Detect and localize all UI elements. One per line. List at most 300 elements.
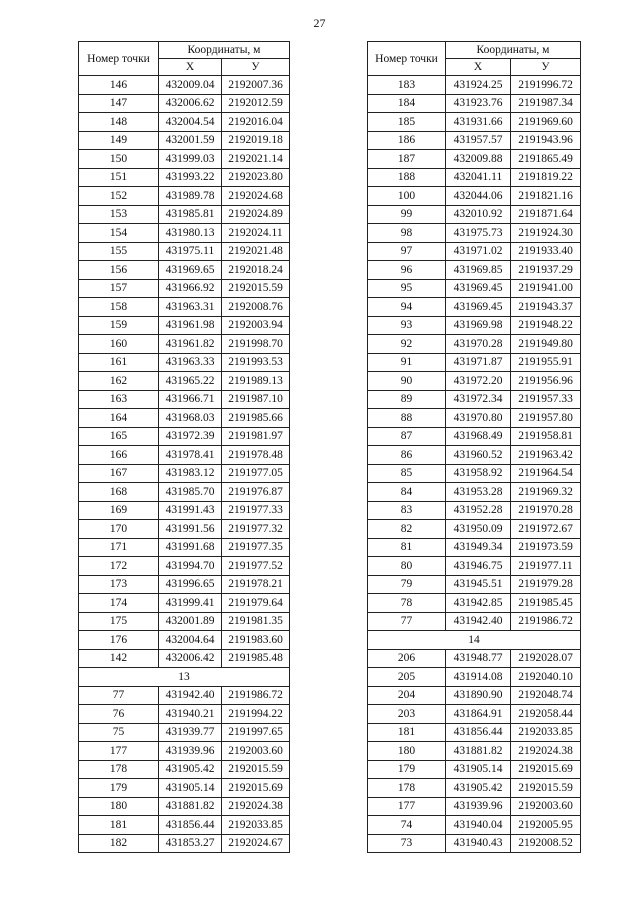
y-coordinate-cell: 2192019.18 [222,131,290,150]
table-row [79,316,290,335]
point-number-cell: 81 [368,538,446,557]
table-row [79,150,290,169]
table-row [368,390,581,409]
x-coordinate-cell: 431905.42 [446,779,511,798]
table-row [368,760,581,779]
table-row [368,353,581,372]
group-row [79,668,290,687]
y-coordinate-cell: 2192007.36 [222,76,290,95]
x-coordinate-cell: 431914.08 [446,668,511,687]
point-number-cell: 160 [79,335,159,354]
table-row [79,538,290,557]
table-row [368,372,581,391]
table-row [368,538,581,557]
table-row [79,372,290,391]
x-coordinate-cell: 432009.88 [446,150,511,169]
table-row [79,575,290,594]
table-row [79,501,290,520]
point-number-cell: 85 [368,464,446,483]
table-row [368,279,581,298]
y-coordinate-cell: 2192003.94 [222,316,290,335]
y-coordinate-cell: 2191987.10 [222,390,290,409]
table-row [368,187,581,206]
x-coordinate-cell: 431972.34 [446,390,511,409]
table-row [79,187,290,206]
y-coordinate-cell: 2191994.22 [222,705,290,724]
y-coordinate-cell: 2191985.45 [511,594,581,613]
x-coordinate-cell: 431931.66 [446,113,511,132]
point-number-cell: 170 [79,520,159,539]
table-row [79,797,290,816]
y-coordinate-cell: 2191970.28 [511,501,581,520]
point-number-cell: 94 [368,298,446,317]
point-number-cell: 149 [79,131,159,150]
y-coordinate-cell: 2191957.80 [511,409,581,428]
y-coordinate-cell: 2191993.53 [222,353,290,372]
y-coordinate-cell: 2191933.40 [511,242,581,261]
y-coordinate-cell: 2192008.52 [511,834,581,853]
point-number-cell: 163 [79,390,159,409]
table-row [79,205,290,224]
table-row [368,94,581,113]
point-number-cell: 176 [79,631,159,650]
table-row [368,668,581,687]
point-number-cell: 79 [368,575,446,594]
x-coordinate-cell: 431939.96 [159,742,222,761]
x-coordinate-cell: 432006.42 [159,649,222,668]
group-label: 14 [368,631,581,650]
table-row [368,612,581,631]
y-coordinate-cell: 2191986.72 [511,612,581,631]
y-coordinate-cell: 2191981.35 [222,612,290,631]
y-coordinate-cell: 2191997.65 [222,723,290,742]
point-number-cell: 184 [368,94,446,113]
y-coordinate-cell: 2191977.11 [511,557,581,576]
x-coordinate-cell: 431881.82 [446,742,511,761]
point-number-cell: 180 [79,797,159,816]
x-coordinate-cell: 431949.34 [446,538,511,557]
y-coordinate-cell: 2191998.70 [222,335,290,354]
table-row [368,298,581,317]
point-number-cell: 100 [368,187,446,206]
point-number-cell: 157 [79,279,159,298]
point-number-cell: 161 [79,353,159,372]
table-row [79,131,290,150]
x-coordinate-cell: 431960.52 [446,446,511,465]
table-row [79,742,290,761]
point-number-cell: 204 [368,686,446,705]
table-row [79,335,290,354]
y-coordinate-cell: 2191955.91 [511,353,581,372]
table-row [368,224,581,243]
table-row [79,409,290,428]
x-coordinate-cell: 431991.68 [159,538,222,557]
table-row [368,575,581,594]
y-coordinate-cell: 2191977.33 [222,501,290,520]
table-row [79,427,290,446]
x-coordinate-cell: 431939.96 [446,797,511,816]
x-coordinate-cell: 432041.11 [446,168,511,187]
point-number-cell: 82 [368,520,446,539]
x-coordinate-cell: 431942.40 [159,686,222,705]
table-row [79,76,290,95]
y-coordinate-cell: 2191821.16 [511,187,581,206]
table-row [368,557,581,576]
y-coordinate-cell: 2192003.60 [511,797,581,816]
point-number-cell: 80 [368,557,446,576]
y-coordinate-cell: 2192008.76 [222,298,290,317]
y-coordinate-cell: 2191977.52 [222,557,290,576]
x-coordinate-cell: 431999.03 [159,150,222,169]
y-coordinate-cell: 2192021.48 [222,242,290,261]
x-coordinate-cell: 431939.77 [159,723,222,742]
point-number-cell: 185 [368,113,446,132]
point-number-cell: 179 [368,760,446,779]
point-number-cell: 187 [368,150,446,169]
point-number-cell: 188 [368,168,446,187]
table-row [79,279,290,298]
point-number-cell: 181 [79,816,159,835]
table-row [79,557,290,576]
table-row [368,113,581,132]
point-number-cell: 74 [368,816,446,835]
y-coordinate-cell: 2191996.72 [511,76,581,95]
y-coordinate-cell: 2192005.95 [511,816,581,835]
y-coordinate-cell: 2191969.32 [511,483,581,502]
x-coordinate-cell: 431989.78 [159,187,222,206]
x-coordinate-cell: 432001.59 [159,131,222,150]
y-coordinate-cell: 2192040.10 [511,668,581,687]
point-number-cell: 168 [79,483,159,502]
point-number-cell: 165 [79,427,159,446]
table-row [79,816,290,835]
point-number-cell: 153 [79,205,159,224]
point-number-header: Номер точки [79,42,159,76]
x-coordinate-cell: 431983.12 [159,464,222,483]
y-coordinate-cell: 2191865.49 [511,150,581,169]
table-row [79,834,290,853]
table-row [368,797,581,816]
point-number-cell: 154 [79,224,159,243]
point-number-cell: 177 [79,742,159,761]
point-number-cell: 177 [368,797,446,816]
x-coordinate-cell: 431948.77 [446,649,511,668]
y-coordinate-cell: 2191969.60 [511,113,581,132]
point-number-cell: 150 [79,150,159,169]
x-coordinate-cell: 432009.04 [159,76,222,95]
y-coordinate-cell: 2191979.64 [222,594,290,613]
point-number-cell: 78 [368,594,446,613]
table-row [79,612,290,631]
x-coordinate-cell: 432010.92 [446,205,511,224]
point-number-cell: 156 [79,261,159,280]
x-coordinate-cell: 431942.85 [446,594,511,613]
y-coordinate-cell: 2191949.80 [511,335,581,354]
point-number-cell: 183 [368,76,446,95]
table-row [79,779,290,798]
point-number-cell: 171 [79,538,159,557]
x-coordinate-cell: 432006.62 [159,94,222,113]
coordinates-header: Координаты, м [159,42,290,59]
y-coordinate-cell: 2191981.97 [222,427,290,446]
point-number-cell: 96 [368,261,446,280]
table-row [368,705,581,724]
point-number-cell: 206 [368,649,446,668]
x-coordinate-cell: 432044.06 [446,187,511,206]
x-coordinate-cell: 431905.14 [446,760,511,779]
table-row [368,520,581,539]
y-coordinate-cell: 2192015.59 [511,779,581,798]
point-number-cell: 166 [79,446,159,465]
point-number-cell: 152 [79,187,159,206]
y-coordinate-cell: 2191983.60 [222,631,290,650]
point-number-cell: 186 [368,131,446,150]
table-row [368,501,581,520]
x-coordinate-cell: 431853.27 [159,834,222,853]
table-row [368,150,581,169]
x-coordinate-cell: 431978.41 [159,446,222,465]
x-coordinate-cell: 431881.82 [159,797,222,816]
y-coordinate-cell: 2192015.59 [222,279,290,298]
point-number-cell: 159 [79,316,159,335]
point-number-cell: 175 [79,612,159,631]
x-coordinate-cell: 431970.80 [446,409,511,428]
table-row [368,205,581,224]
y-coordinate-cell: 2191871.64 [511,205,581,224]
coordinates-table-right [367,41,581,853]
table-row [368,816,581,835]
point-number-cell: 95 [368,279,446,298]
y-coordinate-cell: 2191985.48 [222,649,290,668]
point-number-header: Номер точки [368,42,446,76]
y-coordinate-cell: 2192023.80 [222,168,290,187]
point-number-cell: 155 [79,242,159,261]
table-row [79,261,290,280]
point-number-cell: 76 [79,705,159,724]
point-number-cell: 178 [368,779,446,798]
x-coordinate-cell: 431985.70 [159,483,222,502]
table-row [368,76,581,95]
table-row [79,705,290,724]
point-number-cell: 174 [79,594,159,613]
y-coordinate-cell: 2191977.05 [222,464,290,483]
table-row [79,760,290,779]
table-row [79,464,290,483]
x-coordinate-cell: 431905.42 [159,760,222,779]
table-row [79,94,290,113]
x-coordinate-cell: 431985.81 [159,205,222,224]
point-number-cell: 75 [79,723,159,742]
x-coordinate-cell: 431969.65 [159,261,222,280]
x-coordinate-cell: 431957.57 [446,131,511,150]
y-coordinate-cell: 2192024.38 [511,742,581,761]
x-coordinate-cell: 432004.54 [159,113,222,132]
y-coordinate-cell: 2191924.30 [511,224,581,243]
table-row [368,409,581,428]
table-row [368,131,581,150]
y-coordinate-cell: 2191986.72 [222,686,290,705]
x-coordinate-cell: 431940.21 [159,705,222,724]
y-coordinate-cell: 2192012.59 [222,94,290,113]
point-number-cell: 83 [368,501,446,520]
point-number-cell: 164 [79,409,159,428]
point-number-cell: 91 [368,353,446,372]
table-row [79,353,290,372]
point-number-cell: 93 [368,316,446,335]
point-number-cell: 173 [79,575,159,594]
x-coordinate-cell: 431966.71 [159,390,222,409]
x-coordinate-cell: 431864.91 [446,705,511,724]
x-coordinate-cell: 431945.51 [446,575,511,594]
table-row [79,649,290,668]
y-coordinate-cell: 2192024.11 [222,224,290,243]
y-coordinate-cell: 2191819.22 [511,168,581,187]
table-row [79,520,290,539]
group-label: 13 [79,668,290,687]
point-number-cell: 146 [79,76,159,95]
x-coordinate-cell: 431961.98 [159,316,222,335]
table-row [368,686,581,705]
x-coordinate-cell: 431958.92 [446,464,511,483]
table-row [79,686,290,705]
y-coordinate-cell: 2191985.66 [222,409,290,428]
x-coordinate-cell: 431969.45 [446,279,511,298]
point-number-cell: 182 [79,834,159,853]
point-number-cell: 89 [368,390,446,409]
x-coordinate-cell: 431961.82 [159,335,222,354]
y-coordinate-cell: 2191963.42 [511,446,581,465]
page-number: 27 [313,16,326,30]
x-coordinate-cell: 431969.45 [446,298,511,317]
point-number-cell: 178 [79,760,159,779]
y-coordinate-cell: 2192028.07 [511,649,581,668]
y-coordinate-cell: 2192033.85 [222,816,290,835]
x-coordinate-cell: 431963.33 [159,353,222,372]
y-coordinate-cell: 2191979.28 [511,575,581,594]
y-coordinate-cell: 2192048.74 [511,686,581,705]
table-row [368,242,581,261]
point-number-cell: 205 [368,668,446,687]
point-number-cell: 142 [79,649,159,668]
x-coordinate-cell: 431968.03 [159,409,222,428]
x-coordinate-cell: 431953.28 [446,483,511,502]
table-row [368,723,581,742]
point-number-cell: 90 [368,372,446,391]
y-coordinate-cell: 2191956.96 [511,372,581,391]
x-coordinate-cell: 431924.25 [446,76,511,95]
table-row [368,834,581,853]
point-number-cell: 169 [79,501,159,520]
x-coordinate-cell: 431999.41 [159,594,222,613]
y-coordinate-cell: 2191958.81 [511,427,581,446]
y-coordinate-cell: 2191976.87 [222,483,290,502]
y-coordinate-cell: 2192024.89 [222,205,290,224]
point-number-cell: 172 [79,557,159,576]
point-number-cell: 92 [368,335,446,354]
x-coordinate-cell: 431972.20 [446,372,511,391]
table-row [79,298,290,317]
x-coordinate-cell: 432001.89 [159,612,222,631]
table-row [368,316,581,335]
table-row [368,742,581,761]
y-coordinate-cell: 2191989.13 [222,372,290,391]
x-coordinate-cell: 431972.39 [159,427,222,446]
table-row [368,594,581,613]
table-row [79,224,290,243]
x-coordinate-cell: 431993.22 [159,168,222,187]
group-row [368,631,581,650]
table-row [79,113,290,132]
point-number-cell: 88 [368,409,446,428]
x-header: X [446,59,511,76]
y-coordinate-cell: 2192018.24 [222,261,290,280]
x-coordinate-cell: 431940.43 [446,834,511,853]
x-coordinate-cell: 431963.31 [159,298,222,317]
x-coordinate-cell: 431969.98 [446,316,511,335]
x-coordinate-cell: 431980.13 [159,224,222,243]
x-coordinate-cell: 431950.09 [446,520,511,539]
x-coordinate-cell: 431970.28 [446,335,511,354]
y-coordinate-cell: 2192015.69 [222,779,290,798]
table-row [79,446,290,465]
point-number-cell: 86 [368,446,446,465]
x-coordinate-cell: 431991.56 [159,520,222,539]
x-coordinate-cell: 431940.04 [446,816,511,835]
x-coordinate-cell: 431942.40 [446,612,511,631]
y-coordinate-cell: 2192003.60 [222,742,290,761]
point-number-cell: 162 [79,372,159,391]
table-row [79,168,290,187]
point-number-cell: 151 [79,168,159,187]
x-coordinate-cell: 431969.85 [446,261,511,280]
coordinates-header: Координаты, м [446,42,581,59]
point-number-cell: 203 [368,705,446,724]
x-coordinate-cell: 431905.14 [159,779,222,798]
y-header: У [222,59,290,76]
table-row [368,261,581,280]
y-coordinate-cell: 2191987.34 [511,94,581,113]
x-coordinate-cell: 431923.76 [446,94,511,113]
x-coordinate-cell: 432004.64 [159,631,222,650]
y-coordinate-cell: 2191943.96 [511,131,581,150]
y-coordinate-cell: 2191977.32 [222,520,290,539]
point-number-cell: 73 [368,834,446,853]
x-coordinate-cell: 431971.02 [446,242,511,261]
table-row [368,427,581,446]
point-number-cell: 84 [368,483,446,502]
y-header: У [511,59,581,76]
y-coordinate-cell: 2191937.29 [511,261,581,280]
point-number-cell: 167 [79,464,159,483]
x-header: X [159,59,222,76]
point-number-cell: 98 [368,224,446,243]
table-row [79,242,290,261]
table-row [368,168,581,187]
table-row [79,390,290,409]
point-number-cell: 158 [79,298,159,317]
y-coordinate-cell: 2192033.85 [511,723,581,742]
y-coordinate-cell: 2192024.68 [222,187,290,206]
x-coordinate-cell: 431946.75 [446,557,511,576]
table-row [368,335,581,354]
x-coordinate-cell: 431952.28 [446,501,511,520]
y-coordinate-cell: 2191973.59 [511,538,581,557]
table-row [79,723,290,742]
y-coordinate-cell: 2192058.44 [511,705,581,724]
y-coordinate-cell: 2192015.69 [511,760,581,779]
y-coordinate-cell: 2191977.35 [222,538,290,557]
table-row [79,594,290,613]
